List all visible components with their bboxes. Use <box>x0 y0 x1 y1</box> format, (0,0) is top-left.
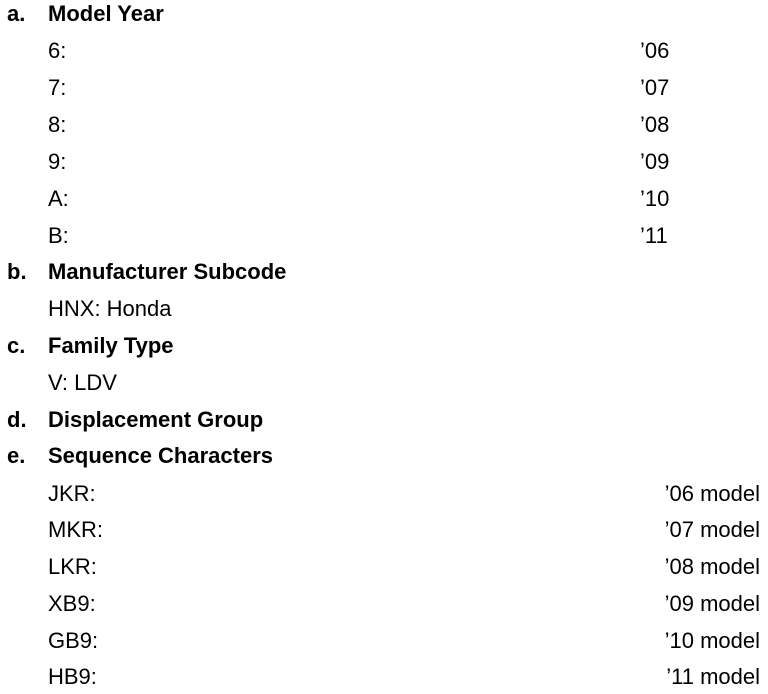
sequence-row <box>0 519 768 547</box>
model-year-value: ’10 <box>640 186 670 211</box>
section-letter: e. <box>7 443 26 468</box>
sequence-row <box>0 556 768 584</box>
section-text: HNX: Honda <box>48 296 172 321</box>
section-heading-displacement-group <box>0 409 768 437</box>
section-title: Sequence Characters <box>48 443 273 468</box>
section-title: Family Type <box>48 333 174 358</box>
family-type-text <box>0 372 768 400</box>
sequence-code: XB9: <box>48 591 96 616</box>
section-title: Manufacturer Subcode <box>48 259 287 284</box>
section-title: Displacement Group <box>48 407 264 432</box>
model-year-code: 9: <box>48 149 67 174</box>
model-year-row <box>0 40 768 68</box>
sequence-model: ’06 model <box>664 481 760 506</box>
model-year-row <box>0 188 768 216</box>
model-year-value: ’09 <box>640 149 670 174</box>
sequence-model: ’09 model <box>664 591 760 616</box>
sequence-model: ’08 model <box>664 554 760 579</box>
model-year-value: ’07 <box>640 75 670 100</box>
section-letter: d. <box>7 407 27 432</box>
section-heading-sequence-characters <box>0 445 768 473</box>
model-year-row <box>0 225 768 253</box>
sequence-code: HB9: <box>48 664 97 689</box>
sequence-code: LKR: <box>48 554 97 579</box>
sequence-model: ’11 model <box>666 664 760 689</box>
section-letter: b. <box>7 259 27 284</box>
model-year-code: 7: <box>48 75 67 100</box>
model-year-value: ’06 <box>640 38 670 63</box>
section-heading-model-year <box>0 3 768 31</box>
sequence-row <box>0 630 768 658</box>
model-year-code: 8: <box>48 112 67 137</box>
model-year-value: ’11 <box>640 223 668 248</box>
sequence-code: JKR: <box>48 481 96 506</box>
model-year-code: 6: <box>48 38 67 63</box>
section-heading-family-type <box>0 335 768 363</box>
sequence-row <box>0 593 768 621</box>
sequence-model: ’10 model <box>664 628 760 653</box>
model-year-row <box>0 151 768 179</box>
model-year-value: ’08 <box>640 112 670 137</box>
sequence-code: MKR: <box>48 517 103 542</box>
section-letter: c. <box>7 333 26 358</box>
model-year-row <box>0 114 768 142</box>
model-year-code: B: <box>48 223 69 248</box>
section-letter: a. <box>7 1 26 26</box>
sequence-row <box>0 483 768 511</box>
section-heading-manufacturer-subcode <box>0 261 768 289</box>
section-title: Model Year <box>48 1 164 26</box>
sequence-code: GB9: <box>48 628 99 653</box>
manufacturer-subcode-text <box>0 298 768 326</box>
sequence-model: ’07 model <box>664 517 760 542</box>
section-text: V: LDV <box>48 370 117 395</box>
model-year-row <box>0 77 768 105</box>
model-year-code: A: <box>48 186 69 211</box>
